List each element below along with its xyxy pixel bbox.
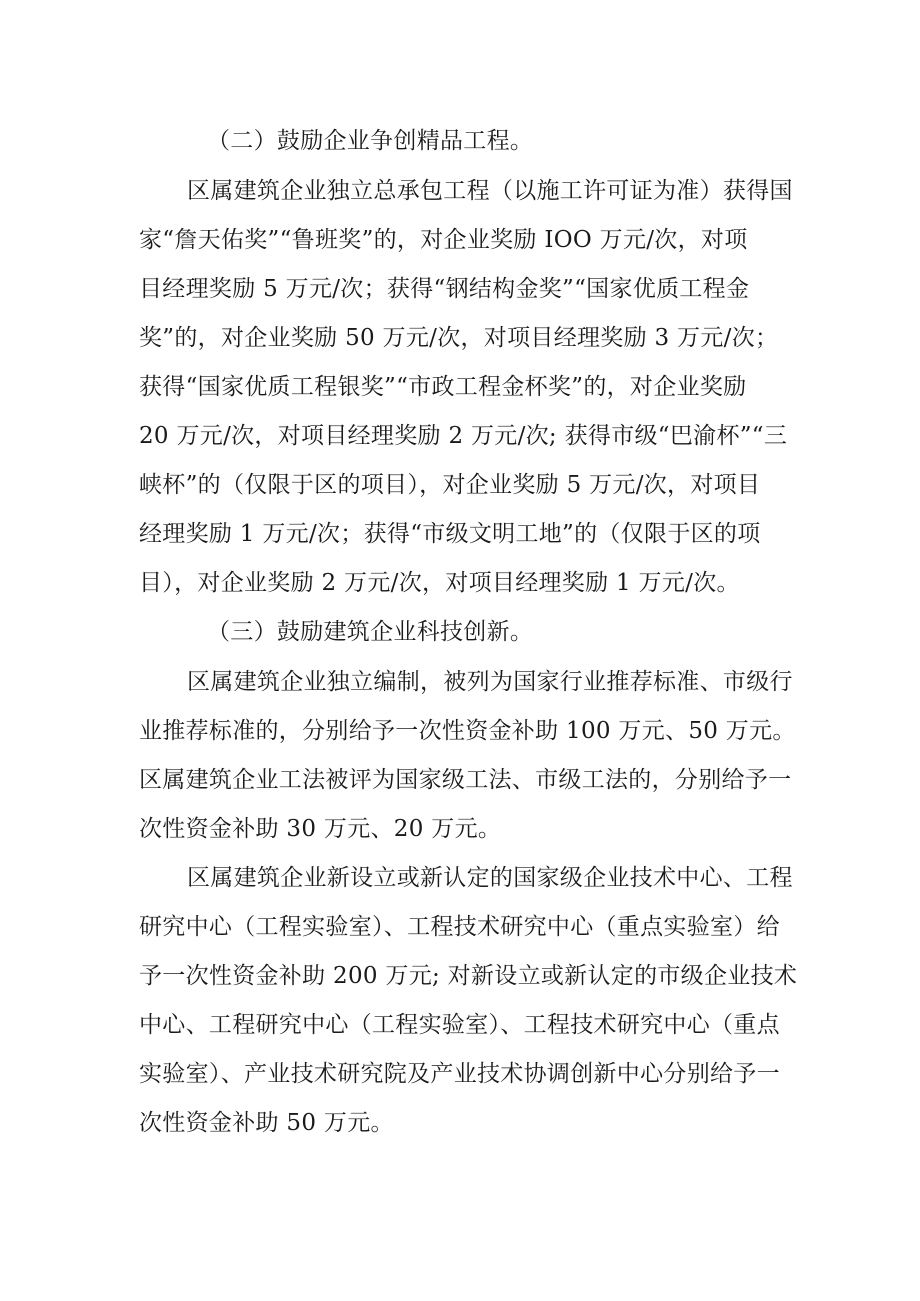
paragraph-line: 予一次性资金补助 200 万元; 对新设立或新认定的市级企业技术 [139,963,798,989]
paragraph-line: 实验室）、产业技术研究院及产业技术协调创新中心分别给予一 [139,1061,780,1087]
paragraph-line: 家“詹天佑奖”“鲁班奖”的，对企业奖励 IOO 万元/次，对项 [139,227,748,253]
paragraph-line: 峡杯”的（仅限于区的项目），对企业奖励 5 万元/次，对项目 [139,472,761,498]
paragraph-line: 获得“国家优质工程银奖”“市政工程金杯奖”的，对企业奖励 [139,374,747,400]
paragraph-line: 区属建筑企业独立编制，被列为国家行业推荐标准、市级行 [187,669,793,695]
section-heading-3: （三）鼓励建筑企业科技创新。 [207,619,534,645]
paragraph-line: 经理奖励 1 万元/次；获得“市级文明工地”的（仅限于区的项 [139,521,761,547]
paragraph-line: 研究中心（工程实验室）、工程技术研究中心（重点实验室）给 [139,914,780,940]
paragraph-line: 中心、工程研究中心（工程实验室）、工程技术研究中心（重点 [139,1012,780,1038]
paragraph-line: 目），对企业奖励 2 万元/次，对项目经理奖励 1 万元/次。 [139,570,740,596]
paragraph-line: 20 万元/次，对项目经理奖励 2 万元/次; 获得市级“巴渝杯”“三 [139,423,788,449]
section-heading-2: （二）鼓励企业争创精品工程。 [207,128,534,154]
paragraph-line: 目经理奖励 5 万元/次；获得“钢结构金奖”“国家优质工程金 [139,276,750,302]
paragraph-line: 业推荐标准的，分别给予一次性资金补助 100 万元、50 万元。 [139,718,796,744]
paragraph-line: 区属建筑企业工法被评为国家级工法、市级工法的，分别给予一 [139,767,792,793]
paragraph-line: 区属建筑企业新设立或新认定的国家级企业技术中心、工程 [187,865,793,891]
paragraph-line: 次性资金补助 50 万元。 [139,1110,394,1136]
paragraph-line: 区属建筑企业独立总承包工程（以施工许可证为准）获得国 [187,178,793,204]
paragraph-line: 次性资金补助 30 万元、20 万元。 [139,816,502,842]
paragraph-line: 奖”的，对企业奖励 50 万元/次，对项目经理奖励 3 万元/次； [139,325,779,351]
